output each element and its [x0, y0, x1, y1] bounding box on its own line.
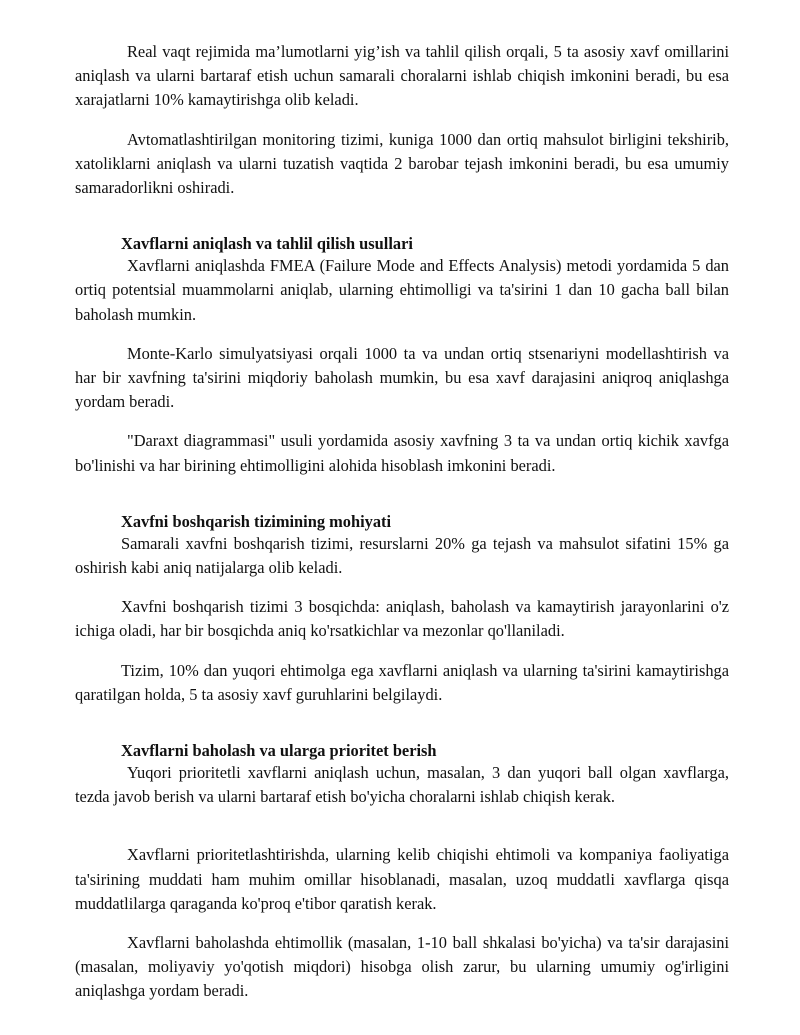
heading-risk-management-essence: Xavfni boshqarish tizimining mohiyati — [121, 511, 392, 531]
heading-risk-assessment-priority: Xavflarni baholash va ularga prioritet berish — [121, 741, 437, 761]
paragraph-fmea: Xavflarni aniqlashda FMEA (Failure Mode and Effects Analysis) metodi yordamida 5 dan ortiq potentsial muammolarni aniqlab, ularning ehtimolligi va ta'sirini 1 dan 10 gacha ball bilan baholash mumkin. — [75, 256, 729, 324]
paragraph-monte-carlo: Monte-Karlo simulyatsiyasi orqali 1000 ta va undan ortiq stsenariyni modellashtirish va har bir xavfning ta'sirini miqdoriy baholash mumkin, bu esa xavf darajasini aniqroq aniqlashga yordam beradi. — [75, 343, 729, 412]
paragraph-tree-diagram: "Daraxt diagrammasi" usuli yordamida asosiy xavfning 3 ta va undan ortiq kichik xavfga bo'linishi va har birining ehtimolligini alohida hisoblash imkonini beradi. — [75, 431, 729, 475]
paragraph-effective-system: Samarali xavfni boshqarish tizimi, resurslarni 20% ga tejash va mahsulot sifatini 15% ga oshirish kabi aniq natijalarga olib keladi. — [75, 533, 729, 578]
heading-risk-identification-methods: Xavflarni aniqlash va tahlil qilish usullari — [121, 234, 413, 254]
paragraph-monitoring-system: Avtomatlashtirilgan monitoring tizimi, kuniga 1000 dan ortiq mahsulot birligini tekshirib, xatoliklarni aniqlash va ularni tuzatish vaqtida 2 barobar tejash imkonini beradi, bu esa umumiy samaradorlikni oshiradi. — [75, 129, 729, 198]
paragraph-three-stages: Xavfni boshqarish tizimi 3 bosqichda: aniqlash, baholash va kamaytirish jarayonlarini o'z ichiga oladi, har bir bosqichda aniq ko'rsatkichlar va mezonlar qo'llaniladi. — [75, 597, 729, 641]
paragraph-prioritization-factors: Xavflarni prioritetlashtirishda, ularning kelib chiqishi ehtimoli va kompaniya faoliyatiga ta'sirining muddati ham muhim omillar hisoblanadi, masalan, uzoq muddatli xavflarga qisqa muddatlilarga qaraganda ko'proq e'tibor qaratish kerak. — [75, 845, 729, 913]
paragraph-high-priority-risks: Yuqori prioritetli xavflarni aniqlash uchun, masalan, 3 dan yuqori ball olgan xavflarga, tezda javob berish va ularni bartaraf etish bo'yicha choralarni ishlab chiqish kerak. — [75, 763, 729, 807]
paragraph-assessment-probability: Xavflarni baholashda ehtimollik (masalan, 1-10 ball shkalasi bo'yicha) va ta'sir darajasini (masalan, moliyaviy yo'qotish miqdori) hisobga olish zarur, bu ularning umumiy og'irligini aniqlashga yordam beradi. — [75, 933, 729, 1001]
paragraph-realtime-data: Real vaqt rejimida ma’lumotlarni yig’ish va tahlil qilish orqali, 5 ta asosiy xavf omillarini aniqlash va ularni bartaraf etish uchun samarali choralarni ishlab chiqish imkonini beradi, bu esa xarajatlarni 10% kamaytirishga olib keladi. — [75, 42, 729, 110]
paragraph-risk-groups: Tizim, 10% dan yuqori ehtimolga ega xavflarni aniqlash va ularning ta'sirini kamaytirishga qaratilgan holda, 5 ta asosiy xavf guruhlarini belgilaydi. — [75, 660, 729, 704]
